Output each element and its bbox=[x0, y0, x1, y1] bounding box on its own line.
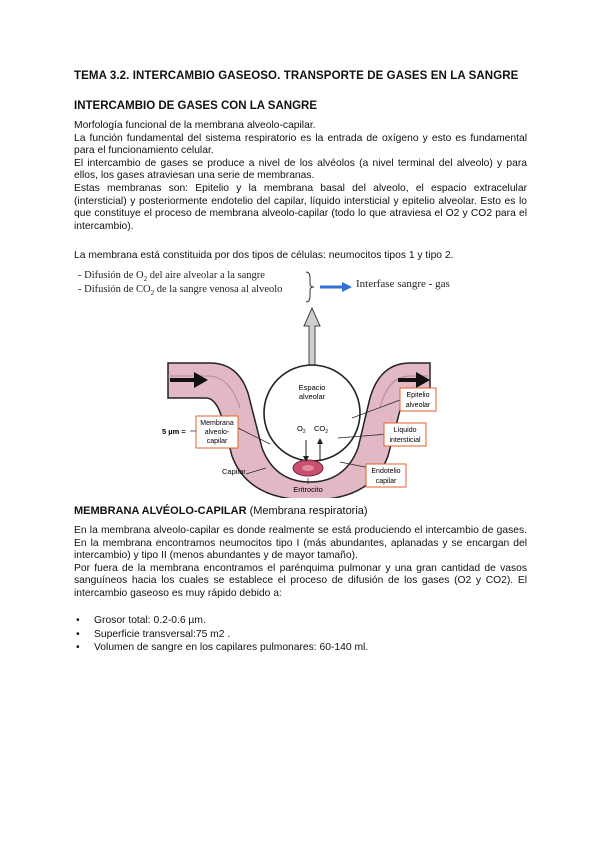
label-espacio: Espacio bbox=[298, 383, 326, 392]
paragraph: En la membrana alveolo-capilar es donde realmente se está produciendo el intercambio de gases. En la membrana encontramos neumocitos tipo I (más abundantes, aplanadas y se encargan del intercambio) y tipo II (menos abundantes y de mayor tamaño). bbox=[74, 525, 527, 562]
alveolus-circle bbox=[264, 365, 360, 461]
paragraph: La función fundamental del sistema respiratorio es la entrada de oxígeno y esto es fundamental para el funcionamiento celular. bbox=[74, 132, 527, 157]
figure-caption-o2: - Difusión de $O_2$ del aire alveolar a la sangre bbox=[78, 270, 265, 284]
paragraph: Por fuera de la membrana encontramos el parénquima pulmonar y una gran cantidad de vasos sanguíneos hacia los cuales se establece el proceso de difusión de los gases (O2 y CO2). El intercambio gaseoso es muy rápido debido a: bbox=[74, 562, 527, 599]
interface-label: Interfase sangre - gas bbox=[356, 278, 450, 290]
label-capilar-box: capilar bbox=[206, 438, 228, 445]
cell-types-paragraph bbox=[74, 250, 527, 263]
label-o2: $O_2$ bbox=[297, 424, 306, 435]
membrane-diagram bbox=[70, 268, 530, 498]
paragraph: La membrana está constituida por dos tipos de células: neumocitos tipos 1 y tipo 2. bbox=[74, 250, 454, 261]
label-alveolar: alveolar bbox=[298, 392, 326, 401]
label-co2: $CO_2$ bbox=[314, 424, 329, 435]
paragraph: El intercambio de gases se produce a nivel de los alvéolos (a nivel terminal del alveolo) y para ellos, los gases atraviesan una serie de membranas. bbox=[74, 157, 527, 182]
label-capilar: Capilar bbox=[222, 467, 246, 476]
membrane-paragraphs bbox=[74, 525, 527, 601]
blue-arrow-icon bbox=[320, 282, 352, 292]
label-eritrocito: Eritrocito bbox=[293, 485, 323, 494]
document-title: TEMA 3.2. INTERCAMBIO GASEOSO. TRANSPORTE DE GASES EN LA SANGRE bbox=[74, 70, 519, 82]
list-item: • Superficie transversal:75 m2 . bbox=[74, 628, 368, 642]
section-heading-gas-exchange: INTERCAMBIO DE GASES CON LA SANGRE bbox=[74, 100, 318, 112]
label-5um: 5 µm = bbox=[162, 427, 186, 436]
label-alveolo: alveolo- bbox=[204, 429, 230, 436]
list-item: • Volumen de sangre en los capilares pulmonares: 60-140 ml. bbox=[74, 641, 368, 655]
heading-bold: MEMBRANA ALVÉOLO-CAPILAR bbox=[74, 505, 247, 517]
paragraph: Estas membranas son: Epitelio y la membrana basal del alveolo, el espacio extracelular (intersticial) y posteriormente endotelio del capilar, líquido intersticial y epitelio alveolar. Esto es lo que constituye el proceso de membrana alveolo-capilar (todo lo que atraviesa el O2 y CO2 para el intercambio). bbox=[74, 182, 527, 232]
label-endotelio-capilar: capilar bbox=[375, 478, 397, 485]
heading-rest: (Membrana respiratoria) bbox=[246, 505, 368, 517]
figure-caption-co2: - Difusión de $CO_2$ de la sangre venosa al alveolo bbox=[78, 284, 283, 298]
list-item: • Grosor total: 0.2-0.6 µm. bbox=[74, 614, 368, 628]
label-endotelio: Endotelio bbox=[371, 468, 401, 475]
label-epitelio: Epitelio bbox=[406, 392, 430, 399]
alveolar-capillary-figure bbox=[70, 268, 530, 498]
label-intersticial: intersticial bbox=[389, 437, 421, 444]
brace-icon bbox=[306, 272, 314, 302]
label-liquido: Líquido bbox=[393, 427, 417, 434]
intro-paragraphs bbox=[74, 120, 527, 233]
bullet-list bbox=[74, 614, 368, 655]
paragraph: Morfología funcional de la membrana alveolo-capilar. bbox=[74, 120, 316, 131]
section-heading-membrane bbox=[74, 505, 368, 517]
label-epitelio-alveolar: alveolar bbox=[405, 402, 431, 409]
label-membrana: Membrana bbox=[200, 420, 234, 427]
